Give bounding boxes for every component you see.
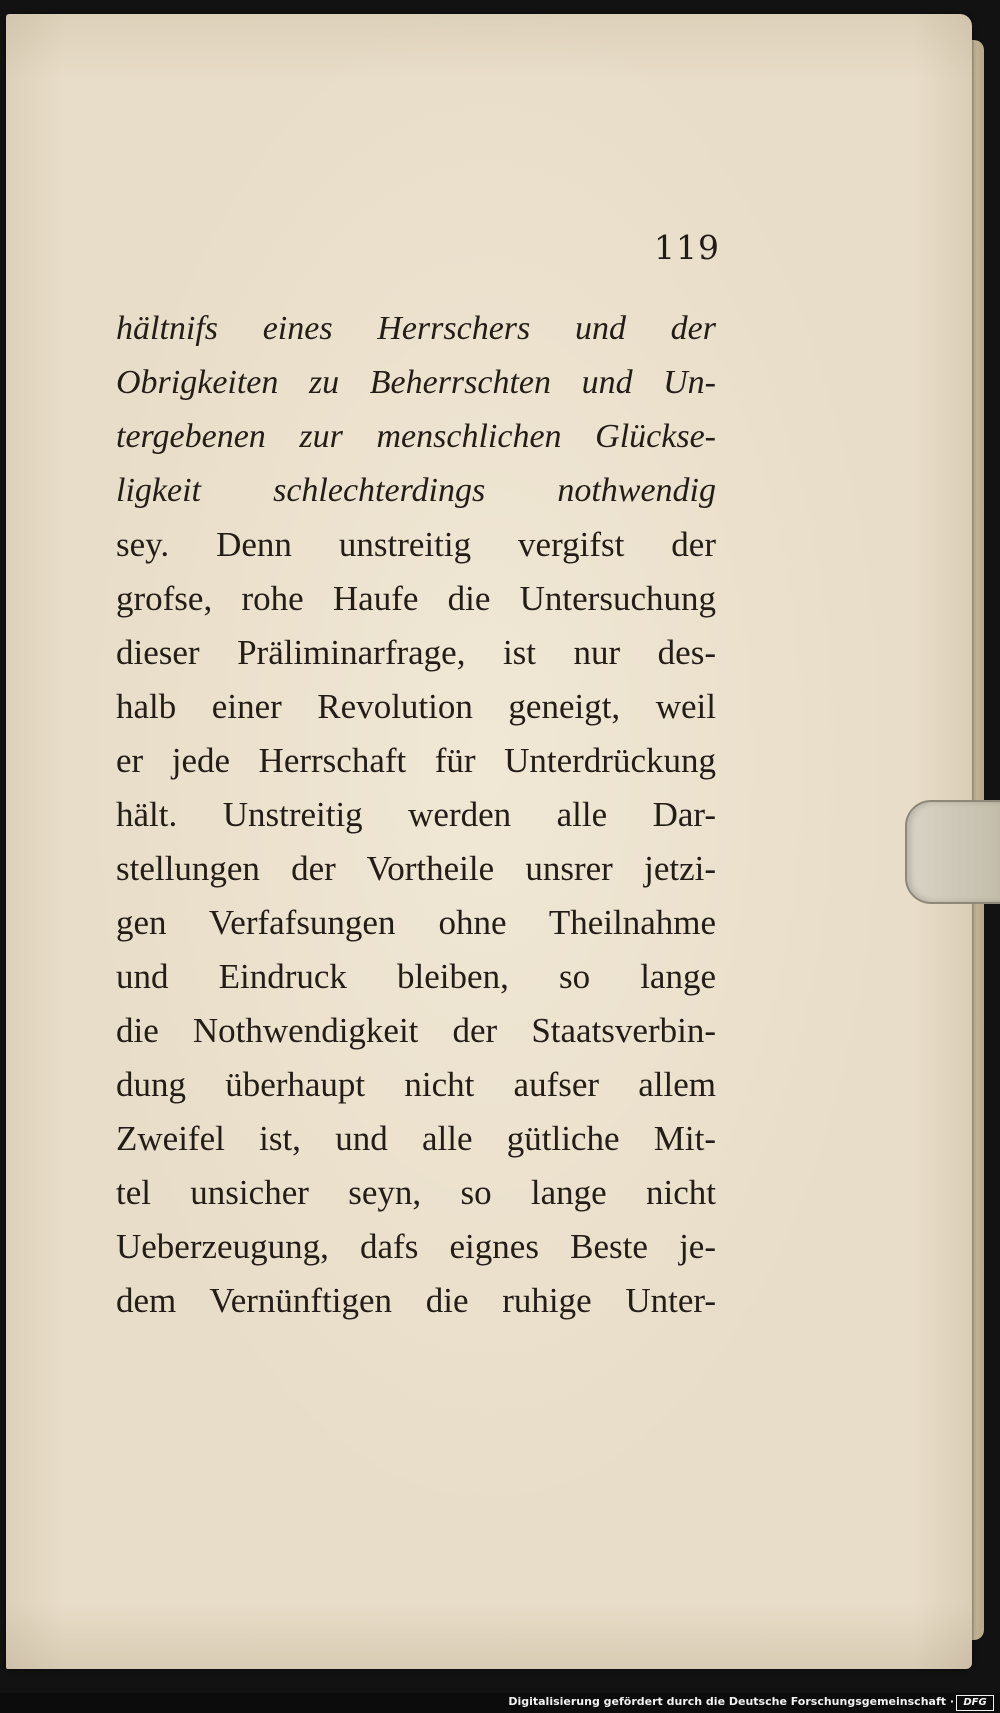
text-line: tergebenen zur menschlichen Glückse- bbox=[116, 418, 716, 455]
text-line: hältnifs eines Herrschers und der bbox=[116, 310, 716, 347]
text-line: hält. Unstreitig werden alle Dar- bbox=[116, 795, 716, 834]
text-line: die Nothwendigkeit der Staatsverbin- bbox=[116, 1011, 716, 1050]
text-line: Zweifel ist, und alle gütliche Mit- bbox=[116, 1119, 716, 1158]
text-line: und Eindruck bleiben, so lange bbox=[116, 957, 716, 996]
text-line: dem Vernünftigen die ruhige Unter- bbox=[116, 1281, 716, 1320]
text-line: ligkeit schlechterdings nothwendig bbox=[116, 472, 716, 509]
text-line: Obrigkeiten zu Beherrschten und Un- bbox=[116, 364, 716, 401]
text-line: dung überhaupt nicht aufser allem bbox=[116, 1065, 716, 1104]
digitization-credit: Digitalisierung gefördert durch die Deutsche Forschungsgemeinschaft · bbox=[508, 1695, 954, 1708]
text-line: er jede Herrschaft für Unterdrückung bbox=[116, 741, 716, 780]
text-line: Ueberzeugung, dafs eignes Beste je- bbox=[116, 1227, 716, 1266]
text-line: gen Verfafsungen ohne Theilnahme bbox=[116, 903, 716, 942]
dfg-logo: DFG bbox=[956, 1695, 994, 1711]
page-clip-tab bbox=[905, 800, 1000, 904]
text-line: tel unsicher seyn, so lange nicht bbox=[116, 1173, 716, 1212]
text-line: grofse, rohe Haufe die Untersuchung bbox=[116, 579, 716, 618]
text-line: stellungen der Vortheile unsrer jetzi- bbox=[116, 849, 716, 888]
page-number: 119 bbox=[654, 228, 720, 267]
text-line: dieser Präliminarfrage, ist nur des- bbox=[116, 633, 716, 672]
body-text bbox=[116, 302, 716, 1328]
text-line: halb einer Revolution geneigt, weil bbox=[116, 687, 716, 726]
text-line: sey. Denn unstreitig vergifst der bbox=[116, 525, 716, 564]
